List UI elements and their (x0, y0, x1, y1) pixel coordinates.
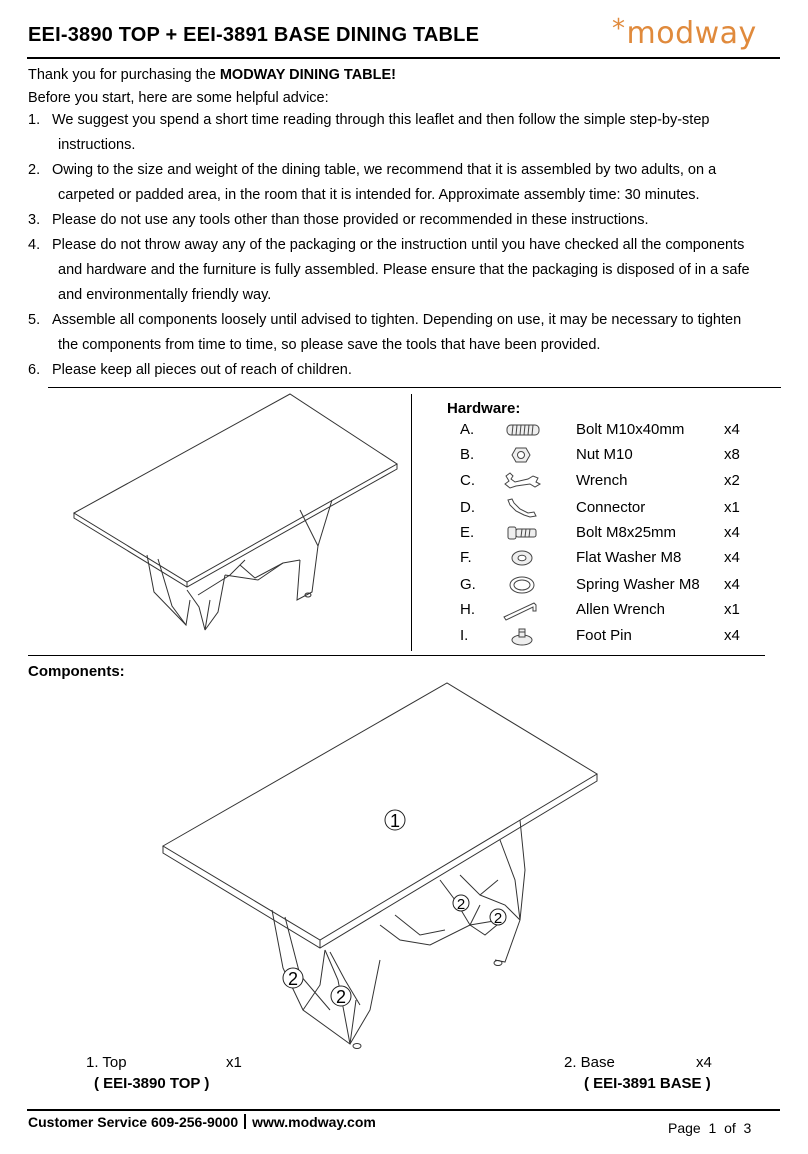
page-number: 1 (708, 1120, 717, 1136)
hardware-name: Connector (576, 499, 646, 516)
before-start-line: Before you start, here are some helpful advice: (28, 90, 329, 106)
website-link[interactable]: www.modway.com (252, 1114, 376, 1130)
footer-separator (244, 1114, 246, 1129)
hardware-qty: x1 (724, 499, 740, 516)
part-base (564, 1054, 764, 1098)
part-top (86, 1054, 386, 1098)
advice-text: and environmentally friendly way. (58, 287, 272, 303)
hardware-title: Hardware: (447, 400, 521, 417)
part-label: 1. Top (86, 1054, 127, 1071)
callout-2 (331, 986, 351, 1007)
hardware-name: Foot Pin (576, 627, 632, 644)
advice-text: Please do not use any tools other than those provided or recommended in these instructions. (52, 212, 649, 228)
hardware-name: Bolt M8x25mm (576, 524, 677, 541)
callout-2-label: 2 (335, 987, 347, 1007)
hardware-name: Spring Washer M8 (576, 576, 700, 593)
advice-number: 3. (28, 212, 41, 228)
hardware-qty: x4 (724, 421, 740, 438)
advice-number: 2. (28, 162, 41, 178)
advice-number: 5. (28, 312, 41, 328)
advice-number: 1. (28, 112, 41, 128)
advice-number: 6. (28, 362, 41, 378)
hardware-letter: A. (460, 421, 475, 438)
advice-text: We suggest you spend a short time reading through this leaflet and then follow the simple step-by-step (52, 112, 710, 128)
logo-text: modway (626, 16, 757, 51)
footer-rule (27, 1109, 780, 1111)
part-code: ( EEI-3890 TOP ) (94, 1075, 210, 1092)
callout-2 (453, 895, 469, 913)
advice-number: 4. (28, 237, 41, 253)
callout-2-label: 2 (493, 910, 503, 927)
customer-service: Customer Service 609-256-9000 (28, 1114, 239, 1130)
page-total: 3 (743, 1120, 752, 1136)
advice-text: Assemble all components loosely until advised to tighten. Depending on use, it may be necessary to tighten (52, 312, 742, 328)
hardware-qty: x4 (724, 576, 740, 593)
hardware-name: Wrench (576, 472, 628, 489)
advice-text: instructions. (58, 137, 136, 153)
page-title: EEI-3890 TOP + EEI-3891 BASE DINING TABLE (28, 24, 480, 46)
footer-contact (28, 1114, 376, 1130)
callout-2-label: 2 (456, 896, 466, 913)
hardware-letter: G. (460, 576, 476, 593)
hardware-letter: I. (460, 627, 469, 644)
hardware-qty: x2 (724, 472, 740, 489)
advice-text: carpeted or padded area, in the room that it is intended for. Approximate assembly time: 30 minutes. (58, 187, 700, 203)
hardware-qty: x4 (724, 524, 740, 541)
part-qty: x4 (696, 1054, 712, 1071)
page-indicator (668, 1120, 751, 1136)
hardware-name: Nut M10 (576, 446, 633, 463)
part-code: ( EEI-3891 BASE ) (584, 1075, 711, 1092)
hardware-qty: x4 (724, 549, 740, 566)
callout-2 (283, 968, 303, 989)
page-word: Page (668, 1120, 701, 1136)
thanks-prefix: Thank you for purchasing the (28, 67, 220, 83)
hardware-qty: x1 (724, 601, 740, 618)
hardware-letter: F. (460, 549, 472, 566)
components-title: Components: (28, 663, 125, 680)
hardware-qty: x4 (724, 627, 740, 644)
callout-2 (490, 909, 506, 927)
hardware-name: Allen Wrench (576, 601, 665, 618)
callout-1-label: 1 (389, 811, 401, 831)
logo-star: * (612, 14, 626, 44)
hardware-qty: x8 (724, 446, 740, 463)
part-label: 2. Base (564, 1054, 615, 1071)
part-qty: x1 (226, 1054, 242, 1071)
hardware-letter: E. (460, 524, 475, 541)
hardware-letter: D. (460, 499, 475, 516)
advice-text: Please keep all pieces out of reach of children. (52, 362, 352, 378)
advice-text: Please do not throw away any of the packaging or the instruction until you have checked all the components (52, 237, 745, 253)
hardware-name: Bolt M10x40mm (576, 421, 685, 438)
of-word: of (724, 1120, 736, 1136)
product-name: MODWAY DINING TABLE! (219, 67, 396, 83)
advice-text: Owing to the size and weight of the dining table, we recommend that it is assembled by two adults, on a (52, 162, 717, 178)
hardware-letter: B. (460, 446, 475, 463)
callout-2-label: 2 (287, 969, 299, 989)
hardware-letter: H. (460, 601, 475, 618)
advice-text: the components from time to time, so please save the tools that have been provided. (58, 337, 601, 353)
hardware-name: Flat Washer M8 (576, 549, 682, 566)
hardware-letter: C. (460, 472, 475, 489)
advice-text: and hardware and the furniture is fully assembled. Please ensure that the packaging is disposed of in a safe (58, 262, 750, 278)
